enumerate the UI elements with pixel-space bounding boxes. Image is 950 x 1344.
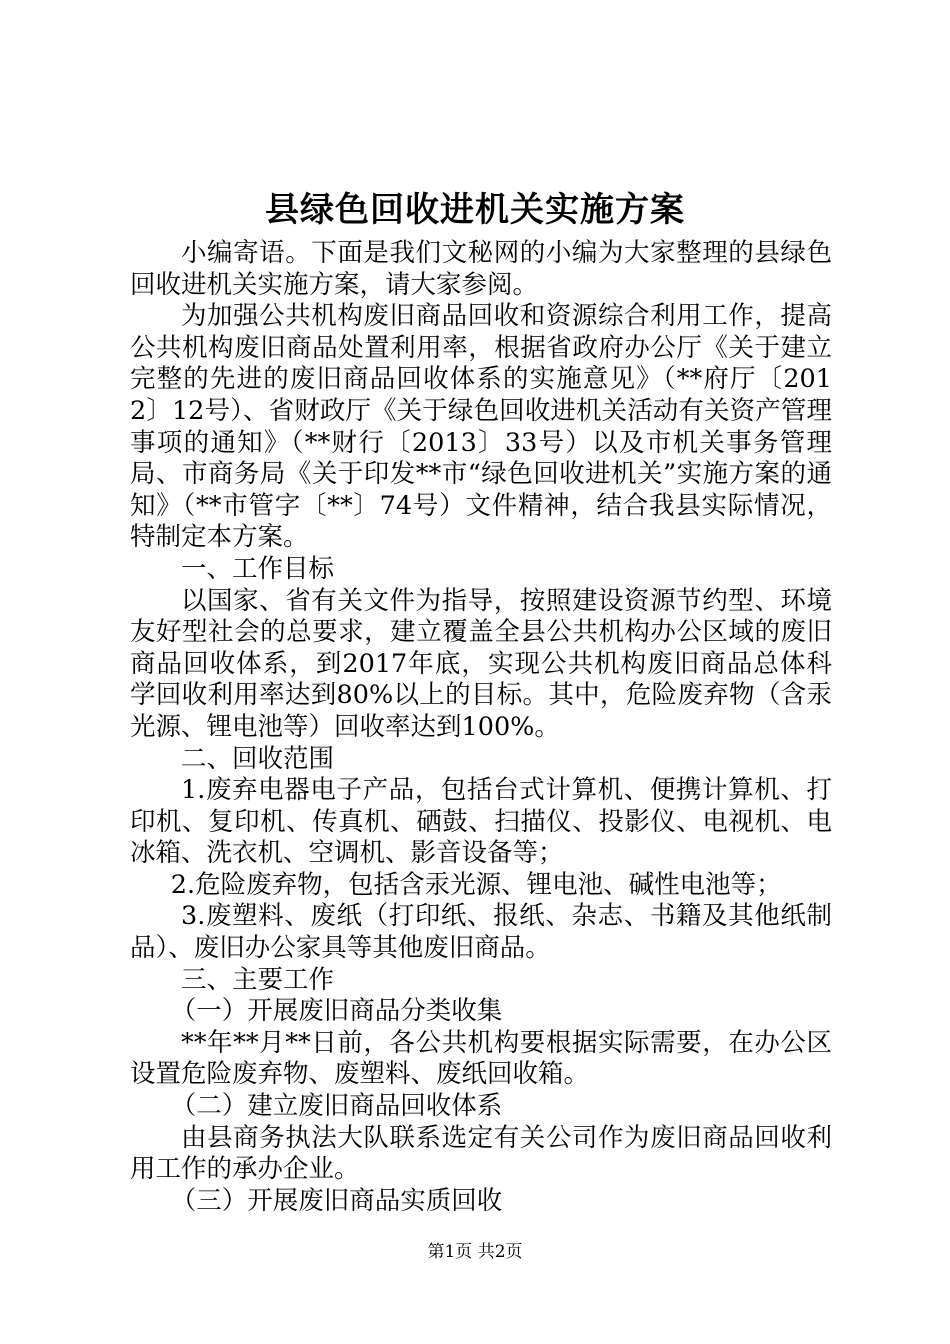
page-number: 第1页 共2页	[427, 1242, 523, 1262]
paragraph-scope-item-3: 3.废塑料、废纸（打印纸、报纸、杂志、书籍及其他纸制品）、废旧办公家具等其他废旧商品。	[130, 901, 832, 964]
subsection-heading-sorting: （一）开展废旧商品分类收集	[170, 996, 503, 1027]
section-heading-scope: 二、回收范围	[181, 743, 335, 774]
subsection-heading-system: （二）建立废旧商品回收体系	[170, 1091, 503, 1122]
paragraph-sorting: **年**月**日前，各公共机构要根据实际需要，在办公区设置危险废弃物、废塑料、废纸回收箱。	[130, 1027, 832, 1090]
subsection-heading-recycling: （三）开展废旧商品实质回收	[170, 1185, 503, 1216]
document-title: 县绿色回收进机关实施方案	[265, 190, 685, 230]
paragraph-system: 由县商务执法大队联系选定有关公司作为废旧商品回收利用工作的承办企业。	[130, 1122, 832, 1185]
paragraph-purpose: 为加强公共机构废旧商品回收和资源综合利用工作，提高公共机构废旧商品处置利用率，根据省政府办公厅《关于建立完整的先进的废旧商品回收体系的实施意见》（**府厅〔2012〕12号）、省财政厅《关于绿色回收进机关活动有关资产管理事项的通知》（**财行〔2013〕33号）以及市机关事务管理局、市商务局《关于印发**市“绿色回收进机关”实施方案的通知》（**市管字〔**〕74号）文件精神，结合我县实际情况，特制定本方案。	[130, 301, 832, 553]
paragraph-scope-item-1: 1.废弃电器电子产品，包括台式计算机、便携计算机、打印机、复印机、传真机、硒鼓、扫描仪、投影仪、电视机、电冰箱、洗衣机、空调机、影音设备等；	[130, 775, 832, 869]
document-body	[130, 238, 832, 1217]
paragraph-goal: 以国家、省有关文件为指导，按照建设资源节约型、环境友好型社会的总要求，建立覆盖全县公共机构办公区域的废旧商品回收体系，到2017年底，实现公共机构废旧商品总体科学回收利用率达到80%以上的目标。其中，危险废弃物（含汞光源、锂电池等）回收率达到100%。	[130, 585, 832, 742]
section-heading-goal: 一、工作目标	[181, 553, 335, 584]
paragraph-intro: 小编寄语。下面是我们文秘网的小编为大家整理的县绿色回收进机关实施方案，请大家参阅。	[130, 238, 832, 300]
section-heading-main-work: 三、主要工作	[181, 964, 335, 995]
paragraph-scope-item-2: 2.危险废弃物，包括含汞光源、锂电池、碱性电池等；	[170, 869, 782, 900]
